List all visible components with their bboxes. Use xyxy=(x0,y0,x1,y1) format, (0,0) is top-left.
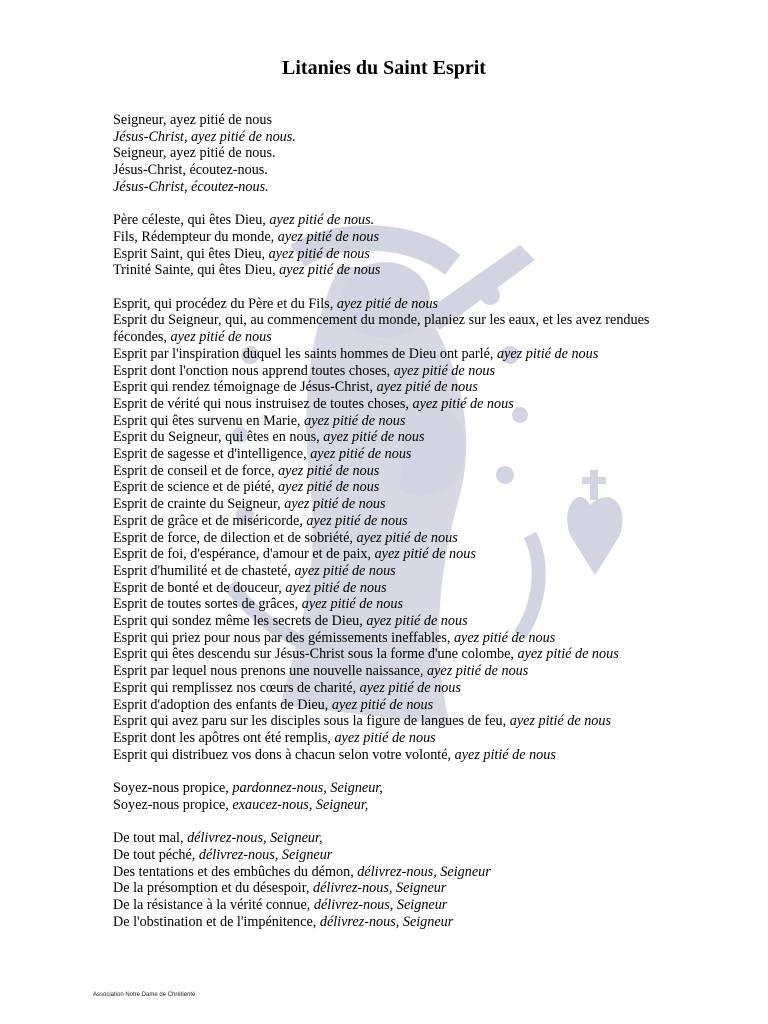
response-text: délivrez-nous, Seigneur xyxy=(357,863,491,880)
litany-line xyxy=(113,563,693,580)
response-text: délivrez-nous, Seigneur xyxy=(312,880,447,897)
invocation-text: Esprit qui priez pour nous par des gémissements ineffables, xyxy=(113,629,454,646)
response-text: exaucez-nous, Seigneur, xyxy=(232,796,369,813)
litany-line xyxy=(113,112,693,129)
litany-line xyxy=(113,663,693,680)
litany-line xyxy=(113,546,693,563)
response-text: ayez pitié de nous xyxy=(331,696,434,713)
response-text: ayez pitié de nous xyxy=(301,596,403,613)
litany-line xyxy=(113,396,693,413)
invocation-text: Fils, Rédempteur du monde, xyxy=(113,228,278,245)
response-text: ayez pitié de nous xyxy=(412,395,514,412)
invocation-text: De la résistance à la vérité connue, xyxy=(113,896,314,913)
litany-line xyxy=(113,613,693,630)
response-text: ayez pitié de nous xyxy=(323,429,425,446)
invocation-text: Esprit qui avez paru sur les disciples sous la figure de langues de feu, xyxy=(113,713,510,730)
response-text: ayez pitié de nous xyxy=(366,613,468,630)
invocation-text: De la présomption et du désespoir, xyxy=(113,880,313,897)
response-text: ayez pitié de nous xyxy=(374,546,476,563)
response-text: ayez pitié de nous xyxy=(279,262,381,279)
litany-line xyxy=(113,346,693,363)
litany-line xyxy=(113,780,693,797)
invocation-text: Esprit du Seigneur, qui êtes en nous, xyxy=(113,429,324,446)
litany-line xyxy=(113,697,693,714)
invocation-text: Esprit de grâce et de miséricorde, xyxy=(113,512,307,529)
response-text: Jésus-Christ, écoutez-nous. xyxy=(113,178,269,195)
litany-line xyxy=(113,179,693,196)
response-text: délivrez-nous, Seigneur xyxy=(313,896,448,913)
response-text: ayez pitié de nous xyxy=(509,713,612,730)
invocation-text: Esprit du Seigneur, qui, au commencement du monde, planiez sur les eaux, et les avez rendues fécondes, xyxy=(113,312,650,346)
litany-line xyxy=(113,730,693,747)
response-text: délivrez-nous, Seigneur xyxy=(319,913,454,930)
litany-block xyxy=(113,830,693,930)
response-text: ayez pitié de nous. xyxy=(269,212,375,229)
response-text: ayez pitié de nous xyxy=(454,746,556,763)
invocation-text: De tout mal, xyxy=(113,830,188,847)
litany-line xyxy=(113,479,693,496)
invocation-text: Esprit qui remplissez nos cœurs de charité, xyxy=(113,679,360,696)
litany-line xyxy=(113,880,693,897)
litany-block xyxy=(113,780,693,813)
invocation-text: Esprit de sagesse et d'intelligence, xyxy=(113,446,311,463)
invocation-text: Esprit par lequel nous prenons une nouvelle naissance, xyxy=(113,663,428,680)
litany-line xyxy=(113,246,693,263)
invocation-text: Esprit, qui procédez du Père et du Fils, xyxy=(113,295,337,312)
response-text: ayez pitié de nous xyxy=(284,496,386,513)
litany-line xyxy=(113,680,693,697)
response-text: ayez pitié de nous xyxy=(453,629,556,646)
invocation-text: Esprit dont les apôtres ont été remplis, xyxy=(113,729,335,746)
response-text: ayez pitié de nous xyxy=(285,579,387,596)
invocation-text: Esprit qui rendez témoignage de Jésus-Christ, xyxy=(113,379,377,396)
invocation-text: Esprit d'humilité et de chasteté, xyxy=(113,562,295,579)
invocation-text: Esprit d'adoption des enfants de Dieu, xyxy=(113,696,332,713)
response-text: ayez pitié de nous xyxy=(170,329,272,346)
response-text: ayez pitié de nous xyxy=(496,345,599,362)
litany-line xyxy=(113,914,693,931)
invocation-text: Esprit qui êtes survenu en Marie, xyxy=(113,412,305,429)
litany-block xyxy=(113,296,693,764)
response-text: ayez pitié de nous xyxy=(356,529,458,546)
invocation-text: Esprit Saint, qui êtes Dieu, xyxy=(113,245,269,262)
litany-line xyxy=(113,864,693,881)
response-text: ayez pitié de nous xyxy=(294,562,396,579)
litany-line xyxy=(113,713,693,730)
invocation-text: Soyez-nous propice, xyxy=(113,780,233,797)
litany-line xyxy=(113,212,693,229)
litany-line xyxy=(113,162,693,179)
invocation-text: Des tentations et des embûches du démon, xyxy=(113,863,358,880)
litany-line xyxy=(113,630,693,647)
invocation-text: Esprit par l'inspiration duquel les saints hommes de Dieu ont parlé, xyxy=(113,345,497,362)
litany-line xyxy=(113,229,693,246)
response-text: ayez pitié de nous xyxy=(393,362,496,379)
invocation-text: Seigneur, ayez pitié de nous. xyxy=(113,145,276,162)
response-text: ayez pitié de nous xyxy=(268,245,370,262)
invocation-text: Esprit de foi, d'espérance, d'amour et de paix, xyxy=(113,546,375,563)
litany-line xyxy=(113,596,693,613)
litany-line xyxy=(113,296,693,313)
invocation-text: Soyez-nous propice, xyxy=(113,796,233,813)
litany-line xyxy=(113,446,693,463)
response-text: ayez pitié de nous xyxy=(277,228,379,245)
response-text: ayez pitié de nous xyxy=(334,729,436,746)
response-text: ayez pitié de nous xyxy=(359,679,461,696)
invocation-text: Trinité Sainte, qui êtes Dieu, xyxy=(113,262,280,279)
response-text: ayez pitié de nous xyxy=(427,663,529,680)
invocation-text: Père céleste, qui êtes Dieu, xyxy=(113,212,270,229)
litany-block xyxy=(113,112,693,196)
invocation-text: Esprit de bonté et de douceur, xyxy=(113,579,286,596)
litany-line xyxy=(113,897,693,914)
invocation-text: Seigneur, ayez pitié de nous xyxy=(113,112,272,128)
invocation-text: De tout péché, xyxy=(113,846,199,863)
response-text: délivrez-nous, Seigneur, xyxy=(187,830,323,847)
invocation-text: Jésus-Christ, écoutez-nous. xyxy=(113,162,268,179)
litany-line xyxy=(113,496,693,513)
invocation-text: Esprit qui distribuez vos dons à chacun selon votre volonté, xyxy=(113,746,455,763)
litany-line xyxy=(113,847,693,864)
invocation-text: De l'obstination et de l'impénitence, xyxy=(113,913,320,930)
invocation-text: Esprit de science et de piété, xyxy=(113,479,279,496)
response-text: ayez pitié de nous xyxy=(517,646,619,663)
litany-line xyxy=(113,513,693,530)
litany-line xyxy=(113,413,693,430)
invocation-text: Esprit qui sondez même les secrets de Dieu, xyxy=(113,613,367,630)
litany-line xyxy=(113,379,693,396)
response-text: ayez pitié de nous xyxy=(278,462,380,479)
invocation-text: Esprit de toutes sortes de grâces, xyxy=(113,596,302,613)
invocation-text: Esprit dont l'onction nous apprend toutes choses, xyxy=(113,362,394,379)
litany-line xyxy=(113,830,693,847)
invocation-text: Esprit de force, de dilection et de sobriété, xyxy=(113,529,357,546)
litany-line xyxy=(113,580,693,597)
litany-line xyxy=(113,363,693,380)
response-text: pardonnez-nous, Seigneur, xyxy=(232,780,383,797)
response-text: ayez pitié de nous xyxy=(278,479,380,496)
litany-line xyxy=(113,312,693,345)
response-text: délivrez-nous, Seigneur xyxy=(198,846,333,863)
response-text: Jésus-Christ, ayez pitié de nous. xyxy=(113,128,296,145)
response-text: ayez pitié de nous xyxy=(310,446,412,463)
litany-line xyxy=(113,262,693,279)
litany-block xyxy=(113,212,693,279)
litany-body xyxy=(113,112,693,947)
litany-line xyxy=(113,530,693,547)
response-text: ayez pitié de nous xyxy=(304,412,406,429)
response-text: ayez pitié de nous xyxy=(376,379,478,396)
litany-line xyxy=(113,646,693,663)
invocation-text: Esprit de crainte du Seigneur, xyxy=(113,496,285,513)
litany-line xyxy=(113,463,693,480)
footer-text: Association Notre Dame de Chrétienté xyxy=(93,992,196,998)
litany-line xyxy=(113,129,693,146)
litany-line xyxy=(113,747,693,764)
invocation-text: Esprit de vérité qui nous instruisez de toutes choses, xyxy=(113,395,413,412)
invocation-text: Esprit qui êtes descendu sur Jésus-Christ sous la forme d'une colombe, xyxy=(113,646,518,663)
litany-line xyxy=(113,797,693,814)
response-text: ayez pitié de nous xyxy=(336,295,439,312)
litany-line xyxy=(113,429,693,446)
invocation-text: Esprit de conseil et de force, xyxy=(113,462,279,479)
response-text: ayez pitié de nous xyxy=(306,512,408,529)
litany-line xyxy=(113,145,693,162)
document-title: Litanies du Saint Esprit xyxy=(282,57,486,79)
